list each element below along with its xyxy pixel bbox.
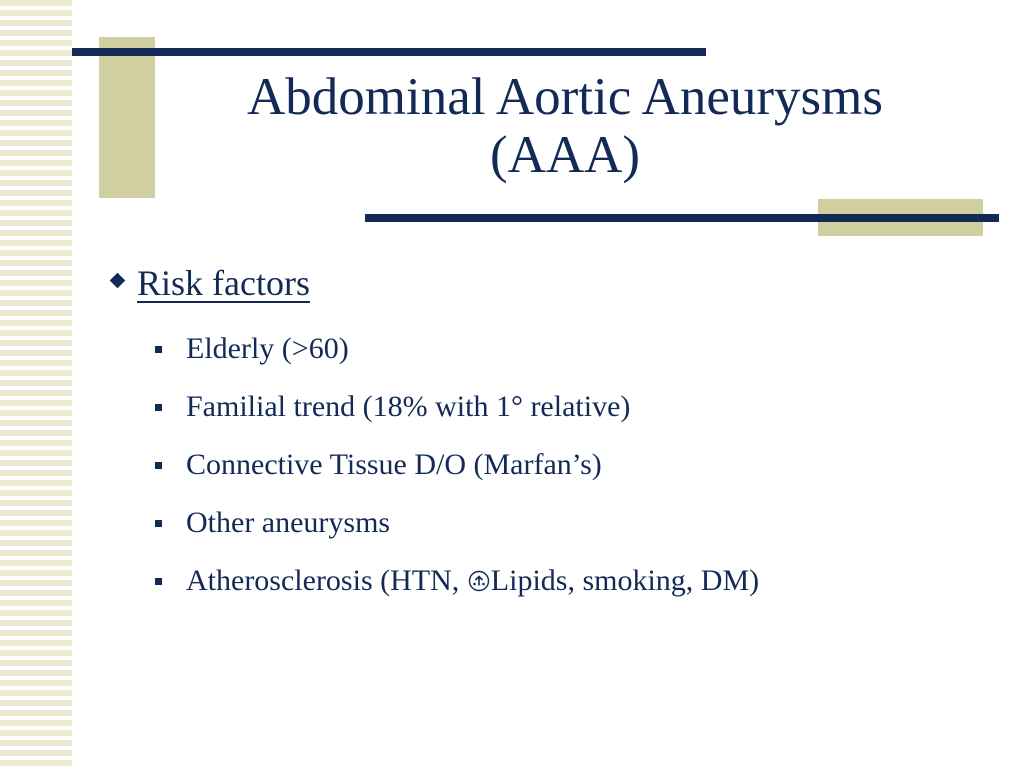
title-line-1: Abdominal Aortic Aneurysms [247, 68, 883, 126]
list-item [150, 552, 759, 610]
square-bullet-icon [155, 404, 162, 411]
list-item [150, 494, 759, 552]
title-bottom-rule [365, 214, 999, 222]
square-bullet-icon [155, 520, 162, 527]
item-text: Familial trend (18% with 1° relative) [186, 390, 631, 423]
risk-factors-heading [108, 258, 310, 308]
list-item [150, 378, 759, 436]
slide-title [150, 68, 980, 184]
decorative-tan-block [99, 37, 155, 198]
title-top-rule [72, 48, 706, 56]
heading-text: Risk factors [137, 263, 310, 303]
list-item [150, 320, 759, 378]
item-text: Connective Tissue D/O (Marfan’s) [186, 448, 602, 481]
square-bullet-icon [155, 346, 162, 353]
item-text-pre: Atherosclerosis (HTN, [186, 564, 467, 597]
decorative-stripes [0, 0, 72, 768]
up-arrow-circle-icon [468, 570, 490, 592]
item-text-post: Lipids, smoking, DM) [490, 564, 760, 597]
square-bullet-icon [155, 578, 162, 585]
square-bullet-icon [155, 462, 162, 469]
title-line-2: (AAA) [489, 126, 641, 184]
risk-factor-list [150, 320, 759, 610]
diamond-bullet-icon [110, 272, 126, 288]
item-text: Elderly (>60) [186, 332, 349, 365]
item-text: Other aneurysms [186, 506, 391, 539]
list-item [150, 436, 759, 494]
